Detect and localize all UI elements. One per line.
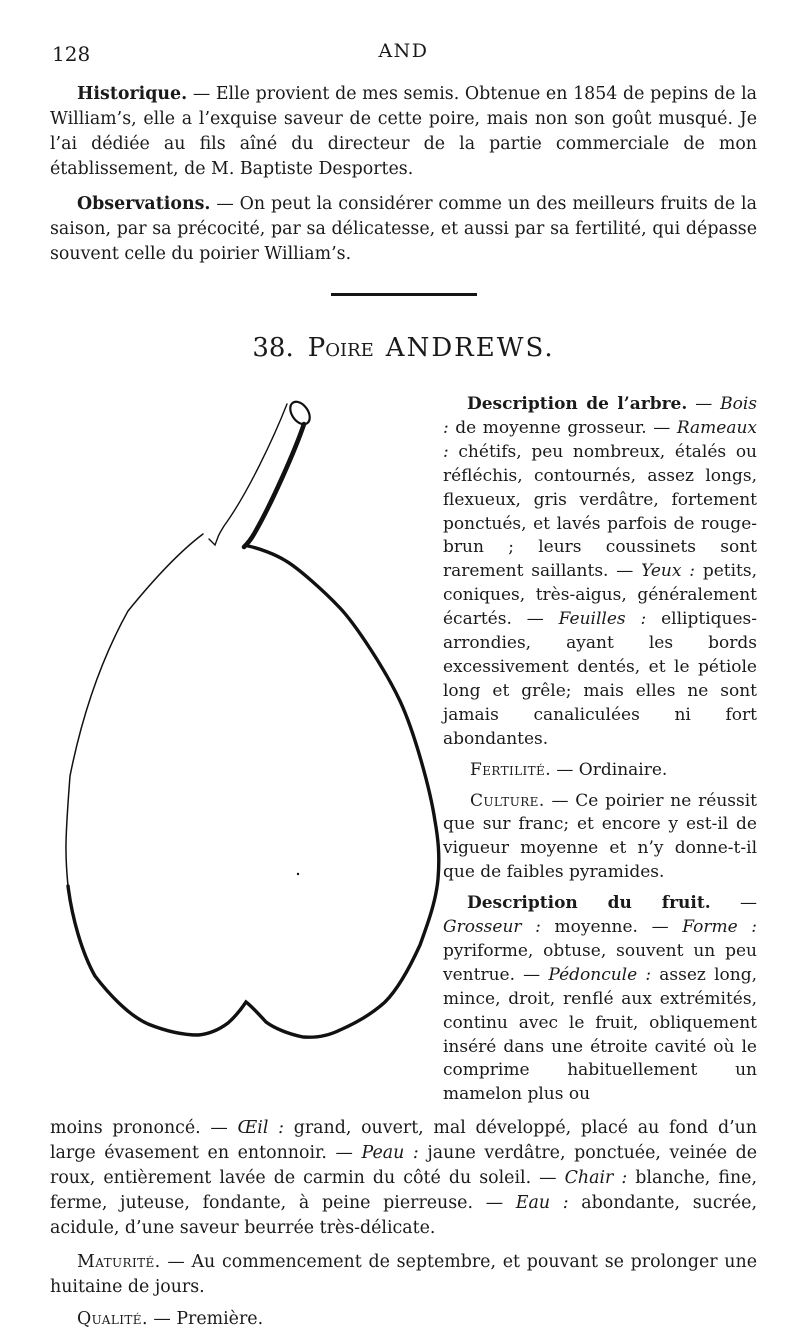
paragraph-observations: Observations. — On peut la considérer comme un des meilleurs fruits de la saison, par sa précocité, par sa délicatesse, et aussi par sa fertilité, qui dépasse souvent celle du poirier William’s. [50, 194, 757, 264]
paragraph-fertilite: Fertilité. — Ordinaire. [470, 759, 668, 780]
article-name: ANDREWS. [385, 333, 555, 363]
paragraph-description-arbre: Description de l’arbre. — Bois : de moyenne grosseur. — Rameaux : chétifs, peu nombreux, étalés ou réfléchis, contournés, assez longs, flexueux, gris verdâtre, fortement ponctués, et lavés parfois de rouge-brun ; leurs coussinets sont rarement saillants. — Yeux : petits, coniques, très-aigus, généralement écartés. — Feuilles : elliptiques-arrondies, ayant les bords excessivement dentés, et le pétiole long et grêle; mais elles ne sont jamais canaliculées ni fort abondantes. [443, 394, 758, 749]
pear-illustration [58, 393, 453, 1053]
paragraph-description-fruit: Description du fruit. — Grosseur : moyenne. — Forme : pyriforme, obtuse, souvent un peu ventrue. — Pédoncule : assez long, mince, droit, renflé aux extrémités, continu avec le fruit, obliquement inséré dans une étroite cavité où le comprime habituellement un mamelon plus ou [443, 893, 757, 1105]
running-head: AND [378, 40, 429, 62]
page-number: 128 [52, 42, 91, 66]
paragraph-maturite: Maturité. — Au commencement de septembre, et pouvant se prolonger une huitaine de jours. [50, 1252, 757, 1298]
scan-speck [297, 873, 299, 875]
paragraph-historique: Historique. — Elle provient de mes semis. Obtenue en 1854 de pepins de la William’s, elle a l’exquise saveur de cette poire, mais non son goût musqué. Je l’ai dédiée au fils aîné du directeur de la partie commerciale de mon établissement, de M. Baptiste Desportes. [50, 84, 757, 179]
paragraph-culture: Culture. — Ce poirier ne réussit que sur franc; et encore y est-il de vigueur moyenne et n’y donne-t-il que de faibles pyramides. [443, 790, 757, 883]
pear-stem-thin-line [209, 404, 287, 545]
article-kind: Poire [307, 333, 374, 363]
article-number: 38. [252, 333, 294, 363]
page-header [50, 40, 757, 68]
pear-stem-thick-line [244, 424, 304, 547]
section-divider [331, 293, 477, 296]
figure-and-column [50, 393, 757, 1107]
pear-stem-tip [286, 398, 313, 428]
pear-body-left-outline [66, 534, 203, 886]
paragraph-fruit-continuation: moins prononcé. — Œil : grand, ouvert, mal développé, placé au fond d’un large évasement en entonnoir. — Peau : jaune verdâtre, ponctuée, veinée de roux, entièrement lavée de carmin du côté du soleil. — Chair : blanche, fine, ferme, juteuse, fondante, à peine pierreuse. — Eau : abondante, sucrée, acidule, d’une saveur beurrée très-délicate. [50, 1118, 758, 1239]
paragraph-qualite: Qualité. — Première. [77, 1309, 264, 1330]
article-title [50, 333, 757, 363]
right-text-column [443, 393, 757, 1107]
